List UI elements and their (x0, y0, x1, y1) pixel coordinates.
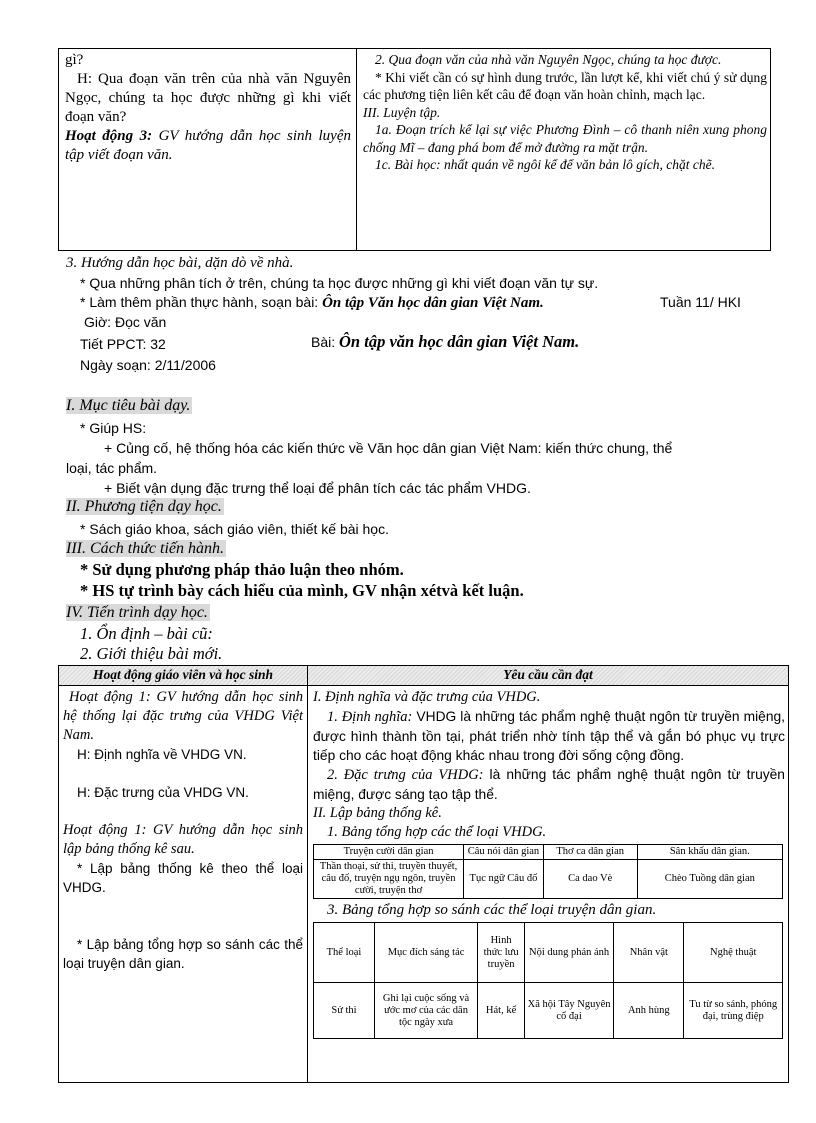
top-table (58, 48, 771, 251)
activity (65, 127, 351, 165)
section-heading (66, 540, 226, 558)
table-cell: Chèo Tuồng dân gian (637, 860, 782, 899)
section-heading (66, 604, 210, 622)
question: H: Qua đoạn văn trên của nhà văn Nguyên Ngọc, chúng ta học được những gì khi viết đoạn văn? (65, 71, 351, 125)
section-heading: I. Định nghĩa và đặc trưng của VHDG. (313, 689, 541, 705)
top-left-cell (65, 51, 351, 165)
table-cell: Sân khấu dân gian. (637, 845, 782, 860)
lesson (311, 333, 579, 352)
table-cell: Thơ ca dân gian (543, 845, 637, 860)
table-cell: Hát, kể (478, 983, 525, 1039)
table-title: 3. Bảng tổng hợp so sánh các thể loại truyện dân gian. (327, 902, 657, 918)
text-line: 1a. Đoạn trích kể lại sự việc Phương Đình – cô thanh niên xung phong chống Mĩ – đang phá bom để mở đường ra mặt trận. (363, 122, 767, 155)
table-row (314, 860, 783, 899)
table-cell: Xã hội Tây Nguyên cổ đại (525, 983, 614, 1039)
text-line: gì? (65, 52, 84, 68)
text-line: 2. Giới thiệu bài mới. (80, 644, 223, 663)
header-teacher-student: Hoạt động giáo viên và học sinh (92, 667, 273, 682)
question: H: Định nghĩa về VHDG VN. (77, 747, 247, 762)
task: * Lập bảng tổng hợp so sánh các thể loại truyện dân gian. (63, 937, 303, 971)
text-line: 1c. Bài học: nhất quán về ngôi kể để văn bản lô gích, chặt chẽ. (375, 157, 716, 172)
table-cell: Thần thoại, sử thi, truyền thuyết, câu đố, truyện ngụ ngôn, truyền cười, truyện thơ (314, 860, 464, 899)
table-cell: Tu từ so sánh, phóng đại, trùng điệp (684, 983, 783, 1039)
section-heading (66, 498, 224, 516)
table-cell: Mục đích sáng tác (374, 923, 477, 983)
text-line: * Sử dụng phương pháp thảo luận theo nhóm. (80, 560, 404, 579)
characteristic (313, 765, 785, 804)
definition-text: VHDG là những tác phẩm nghệ thuật ngôn từ truyền miệng, được hình thành tồn tại, phát triển nhờ tính tập thể và gắn bó phục vụ trực tiếp cho các hoạt động khác nhau trong đời sống cộng đồng. (313, 709, 785, 763)
text-line: * Sách giáo khoa, sách giáo viên, thiết kế bài học. (80, 521, 389, 537)
text-line: + Củng cố, hệ thống hóa các kiến thức về Văn học dân gian Việt Nam: kiến thức chung, thể (104, 440, 673, 456)
section-2-title: II. Phương tiện dạy học. (66, 498, 222, 515)
guide-line: * Qua những phân tích ở trên, chúng ta học được những gì khi viết đoạn văn tự sự. (80, 275, 599, 291)
table-cell: Ghi lại cuộc sống và ước mơ của các dân tộc ngày xưa (374, 983, 477, 1039)
text-line: + Biết vận dụng đặc trưng thể loại để phân tích các tác phẩm VHDG. (104, 480, 531, 496)
table-header (59, 666, 788, 686)
table-cell: Hình thức lưu truyền (478, 923, 525, 983)
section-heading (66, 397, 192, 415)
week: Tuần 11/ HKI (660, 294, 741, 310)
activity: Hoạt động 1: GV hướng dẫn học sinh hệ thống lại đặc trưng của VHDG Việt Nam. (63, 689, 303, 743)
text-line: * Giúp HS: (80, 420, 147, 436)
definition-label: 1. Định nghĩa: (327, 709, 413, 725)
characteristic-label: 2. Đặc trưng của VHDG: (327, 767, 484, 783)
guide-prefix: * Làm thêm phần thực hành, soạn bài: (80, 294, 323, 310)
table-cell: Thể loại (314, 923, 375, 983)
characteristic-text: là những tác phẩm nghệ thuật ngôn từ truyền miệng, được sáng tạo tập thể. (313, 767, 785, 802)
section-1-title: I. Mục tiêu bài dạy. (66, 397, 191, 414)
table-cell: Nội dung phản ánh (525, 923, 614, 983)
section-4-title: IV. Tiến trình dạy học. (66, 604, 208, 621)
table-title: 1. Bảng tổng hợp các thể loại VHDG. (327, 824, 547, 840)
genre-table (313, 844, 783, 899)
date: Ngày soạn: 2/11/2006 (80, 357, 216, 373)
top-right-cell (363, 51, 767, 174)
section-heading: III. Luyện tập. (363, 104, 441, 120)
table-cell: Ca dao Vè (543, 860, 637, 899)
table-cell: Anh hùng (614, 983, 684, 1039)
table-cell: Nghệ thuật (684, 923, 783, 983)
table-row (314, 923, 783, 983)
lesson-label: Bài: (311, 334, 340, 350)
lesson-number: Tiết PPCT: 32 (80, 336, 166, 352)
table-cell: Nhân vật (614, 923, 684, 983)
requirements-column (313, 688, 785, 1039)
table-cell: Câu nói dân gian (464, 845, 544, 860)
lesson-table (58, 665, 789, 1083)
guide-line (80, 293, 544, 312)
section-heading: II. Lập bảng thống kê. (313, 805, 442, 821)
compare-table (313, 922, 783, 1039)
activity: Hoạt động 1: GV hướng dẫn học sinh lập bảng thống kê sau. (63, 822, 303, 857)
table-row (314, 983, 783, 1039)
activities-column (63, 688, 303, 973)
guide-title-ref: Ôn tập Văn học dân gian Việt Nam. (322, 295, 544, 311)
table-cell: Truyện cười dân gian (314, 845, 464, 860)
text-line: * HS tự trình bày cách hiểu của mình, GV nhận xétvà kết luận. (80, 581, 524, 600)
definition (313, 707, 785, 765)
text-line: 2. Qua đoạn văn của nhà văn Nguyên Ngọc, chúng ta học được. (375, 52, 722, 67)
text-line: 1. Ổn định – bài cũ: (80, 624, 213, 643)
period: Giờ: Đọc văn (84, 314, 167, 330)
table-cell: Sử thi (314, 983, 375, 1039)
lesson-title: Ôn tập văn học dân gian Việt Nam. (339, 332, 580, 351)
activity-text: GV hướng dẫn học sinh luyện tập viết đoạn văn. (65, 128, 351, 163)
column-divider (356, 49, 357, 250)
guide-title: 3. Hướng dẫn học bài, dặn dò về nhà. (66, 255, 294, 271)
text-line: loại, tác phẩm. (66, 460, 158, 476)
header-requirements: Yêu cầu cần đạt (503, 667, 593, 682)
activity-label: Hoạt động 3: (65, 128, 153, 144)
question: H: Đặc trưng của VHDG VN. (77, 785, 249, 800)
column-divider (307, 666, 308, 1082)
task: * Lập bảng thống kê theo thể loại VHDG. (63, 861, 303, 895)
text-line: * Khi viết cần có sự hình dung trước, lần lượt kể, khi viết chú ý sử dụng các phương tiện liên kết câu để đoạn văn hoàn chỉnh, mạch lạc. (363, 69, 767, 102)
table-row (314, 845, 783, 860)
section-3-title: III. Cách thức tiến hành. (66, 540, 225, 557)
table-cell: Tục ngữ Câu đố (464, 860, 544, 899)
